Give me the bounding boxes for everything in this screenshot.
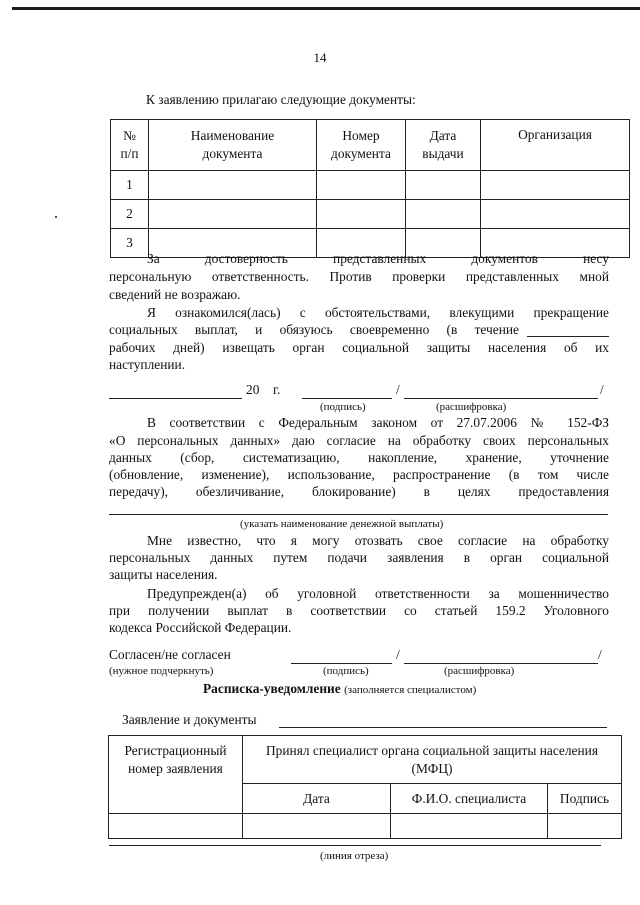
docs-label: Заявление и документы xyxy=(122,712,257,727)
revoke-line1: Мне известно, что я могу отозвать свое согласие на обработку xyxy=(147,533,609,548)
page-number: 14 xyxy=(313,50,327,65)
table-cell[interactable] xyxy=(149,171,317,200)
col-doc-name: Наименование документа xyxy=(149,120,317,171)
date-field[interactable] xyxy=(109,384,242,399)
signature-field[interactable] xyxy=(302,384,392,399)
fio-header: Ф.И.О. специалиста xyxy=(391,784,548,814)
fio-cell[interactable] xyxy=(391,814,548,839)
receipt-title: Расписка-уведомление xyxy=(203,681,341,696)
days-field[interactable] xyxy=(527,322,609,337)
consent-line1: В соответствии с Федеральным законом от 27.07.2006 № 152-ФЗ xyxy=(147,415,609,430)
warning-line1: Предупрежден(а) об уголовной ответственности за мошенничество xyxy=(147,586,609,601)
table-row xyxy=(111,171,630,200)
transcript-field[interactable] xyxy=(404,384,598,399)
table-cell[interactable] xyxy=(149,200,317,229)
col-organization: Организация xyxy=(481,120,630,171)
signature-header: Подпись xyxy=(548,784,622,814)
reg-number-cell[interactable] xyxy=(109,814,243,839)
table-cell[interactable] xyxy=(481,200,630,229)
ack-line3: рабочих дней) извещать орган социальной защиты населения об их xyxy=(109,340,609,355)
table-cell[interactable] xyxy=(481,171,630,200)
table-cell[interactable] xyxy=(317,200,406,229)
consent-line4: (обновление, изменение), использование, распространение (в том числе xyxy=(109,467,609,482)
agree-transcript-label: (расшифровка) xyxy=(444,665,515,677)
row-number: 2 xyxy=(111,200,149,229)
revoke-line2: персональных данных путем подачи заявления в орган социальной xyxy=(109,550,609,565)
row-number: 1 xyxy=(111,171,149,200)
consent-line5: передачу), обезличивание, блокирование) в целях предоставления xyxy=(109,484,609,499)
revoke-line3: защиты населения. xyxy=(109,567,218,582)
ack-line2: социальных выплат, и обязуюсь своевременно (в течение xyxy=(109,322,519,337)
year-suffix: г. xyxy=(273,382,281,397)
payment-name-field[interactable] xyxy=(109,500,608,515)
warning-line2: при получении выплат в соответствии со статьей 159.2 Уголовного xyxy=(109,603,609,618)
consent-line2: «О персональных данных» даю согласие на обработку своих персональных xyxy=(109,433,609,448)
responsibility-line3: сведений не возражаю. xyxy=(109,287,241,302)
table-cell[interactable] xyxy=(406,200,481,229)
transcript-label: (расшифровка) xyxy=(436,401,507,413)
signature-cell[interactable] xyxy=(548,814,622,839)
table-row xyxy=(111,200,630,229)
col-issue-date: Дата выдачи xyxy=(406,120,481,171)
receipt-title-row xyxy=(203,681,476,697)
row-number: 3 xyxy=(111,229,149,258)
agree-signature-label: (подпись) xyxy=(323,665,369,677)
cut-line-label: (линия отреза) xyxy=(320,850,389,862)
date-cell[interactable] xyxy=(243,814,391,839)
docs-field[interactable] xyxy=(279,713,607,728)
scan-speck xyxy=(55,216,57,218)
date-header: Дата xyxy=(243,784,391,814)
top-border-line xyxy=(12,7,640,10)
col-doc-number: Номер документа xyxy=(317,120,406,171)
col-number: № п/п xyxy=(111,120,149,171)
responsibility-line2: персональную ответственность. Против проверки представленных мной xyxy=(109,269,609,284)
consent-line3: данных (сбор, систематизацию, накопление, хранение, уточнение xyxy=(109,450,609,465)
warning-line3: кодекса Российской Федерации. xyxy=(109,620,292,635)
table-cell[interactable] xyxy=(406,171,481,200)
slash: / xyxy=(600,382,604,397)
responsibility-line1: За достоверность представленных документов несу xyxy=(147,251,609,266)
ack-line4: наступлении. xyxy=(109,357,186,372)
agree-label[interactable]: Согласен/не согласен xyxy=(109,647,231,662)
year-text: 20 xyxy=(246,382,260,397)
slash: / xyxy=(598,647,602,662)
ack-line1: Я ознакомился(лась) с обстоятельствами, влекущими прекращение xyxy=(147,305,609,320)
agree-signature-field[interactable] xyxy=(291,649,392,664)
payment-name-label: (указать наименование денежной выплаты) xyxy=(240,518,444,530)
reg-number-header: Регистрационный номер заявления xyxy=(109,736,243,814)
agree-note: (нужное подчеркнуть) xyxy=(109,665,214,677)
slash: / xyxy=(396,382,400,397)
signature-label: (подпись) xyxy=(320,401,366,413)
table-row xyxy=(109,814,622,839)
accepted-header: Принял специалист органа социальной защиты населения (МФЦ) xyxy=(243,736,622,784)
attachments-header-row xyxy=(111,120,630,171)
attachments-heading: К заявлению прилагаю следующие документы: xyxy=(146,92,416,107)
receipt-title-note: (заполняется специалистом) xyxy=(344,684,477,696)
slash: / xyxy=(396,647,400,662)
table-cell[interactable] xyxy=(317,171,406,200)
agree-transcript-field[interactable] xyxy=(404,649,598,664)
receipt-table xyxy=(108,735,622,839)
cut-line xyxy=(109,845,601,846)
attachments-table xyxy=(110,119,630,258)
